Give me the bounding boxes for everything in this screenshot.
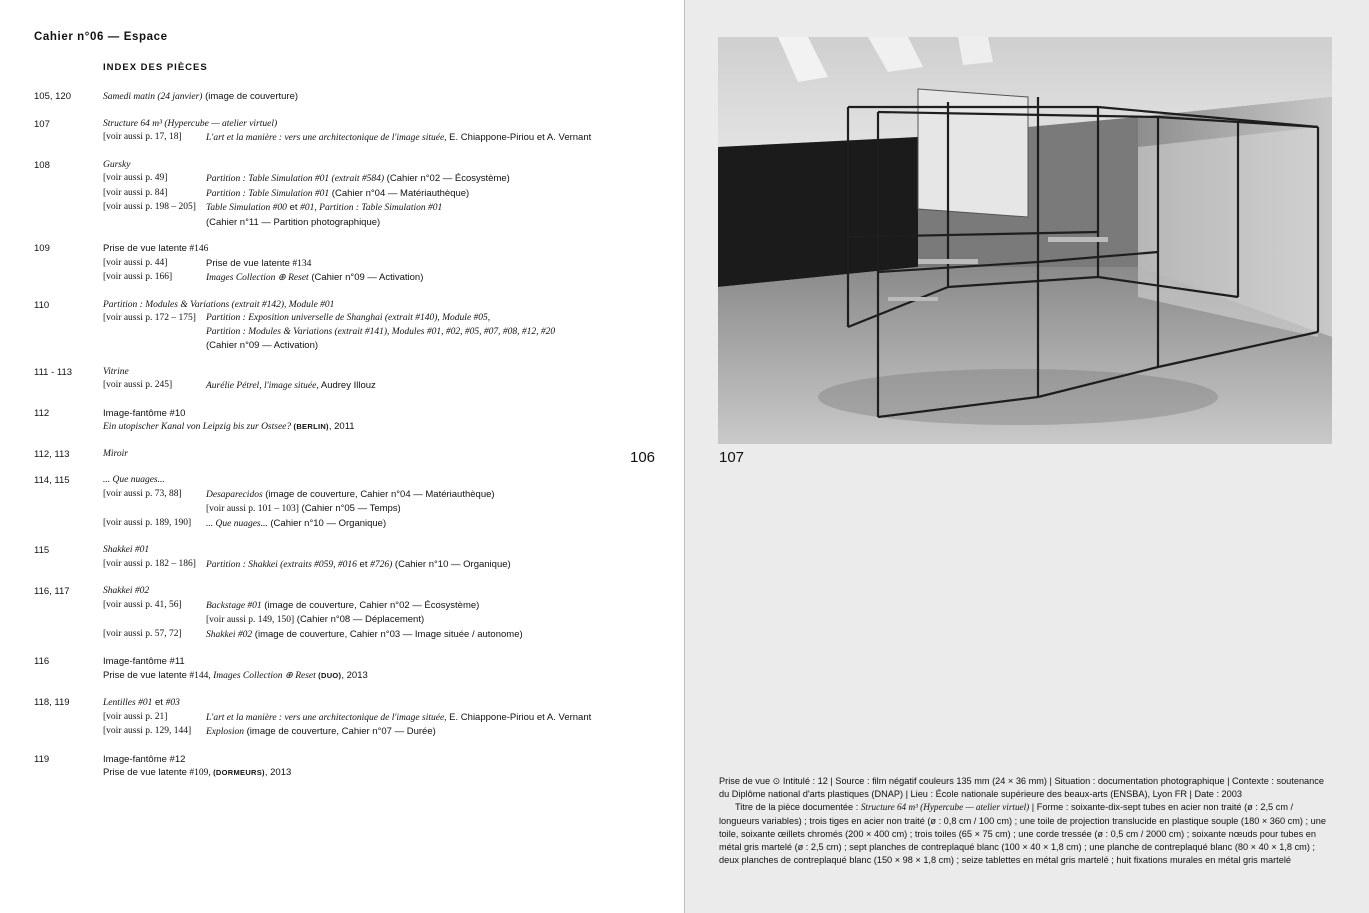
ref-title: Explosion bbox=[206, 727, 244, 737]
page-number-right: 107 bbox=[719, 449, 745, 466]
see-also-ref: [voir aussi p. 182 – 186] bbox=[103, 558, 196, 569]
entry-number: 107 bbox=[34, 118, 50, 130]
piece-title: Gursky bbox=[103, 159, 131, 170]
piece-title: Image-fantôme #10 bbox=[103, 407, 186, 419]
index-entry bbox=[34, 655, 664, 683]
index-entry bbox=[34, 474, 664, 531]
see-also-ref: [voir aussi p. 149, 150] bbox=[206, 615, 295, 625]
ref-note: (Cahier n°09 — Activation) bbox=[308, 272, 424, 283]
index-entry bbox=[34, 118, 664, 146]
see-also-ref: [voir aussi p. 21] bbox=[103, 711, 168, 722]
ref-note: (image de couverture, Cahier n°07 — Durée) bbox=[244, 726, 436, 737]
ref-title: Prise de vue latente bbox=[103, 669, 187, 681]
ref-title: Images Collection ⊕ Reset bbox=[213, 670, 316, 681]
piece-title: Structure 64 m³ (Hypercube — atelier virtuel) bbox=[103, 118, 278, 129]
piece-title: Lentilles #01 bbox=[103, 698, 153, 708]
index-entry bbox=[34, 242, 664, 286]
see-also-ref: [voir aussi p. 44] bbox=[103, 257, 168, 268]
piece-title: ... Que nuages... bbox=[103, 475, 165, 485]
piece-title-join: et bbox=[152, 697, 166, 708]
ref-note: (Cahier n°08 — Déplacement) bbox=[294, 614, 425, 625]
ref-year: , 2013 bbox=[264, 767, 292, 778]
ref-note: (Cahier n°04 — Matériauthèque) bbox=[329, 187, 470, 199]
ref-title: Partition : Modules & Variations (extrait #141), Modules #01, #02, #05, #07, #08, #12, #20 bbox=[206, 326, 556, 337]
see-also-ref: [voir aussi p. 129, 144] bbox=[103, 726, 192, 736]
ref-title: Desaparecidos bbox=[206, 489, 263, 500]
index-entry bbox=[34, 585, 664, 642]
entry-number: 111 - 113 bbox=[34, 366, 73, 378]
ref-number: #109, bbox=[186, 768, 214, 778]
entry-number: 112, 113 bbox=[34, 448, 70, 460]
ref-title: Partition : Table Simulation #01 (extrait #584) bbox=[206, 174, 385, 184]
ref-note: et bbox=[286, 202, 301, 213]
see-also-ref: [voir aussi p. 49] bbox=[103, 173, 168, 183]
ref-note: (Cahier n°09 — Activation) bbox=[206, 340, 319, 351]
index-entry bbox=[34, 448, 664, 462]
piece-title: #03 bbox=[165, 698, 180, 708]
ref-author: E. Chiappone-Piriou et A. Vernant bbox=[446, 711, 592, 723]
entry-number: 108 bbox=[34, 159, 50, 171]
left-page bbox=[0, 0, 684, 913]
ref-place: (DUO) bbox=[315, 670, 342, 680]
see-also-ref: [voir aussi p. 189, 190] bbox=[103, 517, 192, 528]
photo-caption bbox=[719, 775, 1334, 867]
entry-number: 109 bbox=[34, 243, 50, 254]
see-also-ref: [voir aussi p. 166] bbox=[103, 272, 173, 282]
gallery-installation-photograph bbox=[718, 37, 1332, 444]
piece-title: Prise de vue latente bbox=[103, 243, 187, 254]
index-list bbox=[34, 90, 664, 794]
entry-number: 110 bbox=[34, 299, 50, 311]
ref-title: Aurélie Pétrel, l'image située, bbox=[206, 381, 319, 391]
ref-title: Images Collection ⊕ Reset bbox=[206, 273, 309, 283]
piece-note: (image de couverture) bbox=[202, 91, 299, 102]
ref-title: Table Simulation #00 bbox=[206, 203, 287, 213]
ref-place: (DORMEURS) bbox=[213, 768, 265, 777]
see-also-ref: [voir aussi p. 17, 18] bbox=[103, 132, 182, 142]
ref-title: #726) bbox=[370, 559, 393, 570]
ref-number: #134 bbox=[289, 258, 312, 269]
entry-number: 112 bbox=[34, 407, 50, 419]
index-entry bbox=[34, 407, 664, 435]
index-entry bbox=[34, 90, 664, 105]
see-also-ref: [voir aussi p. 198 – 205] bbox=[103, 202, 196, 212]
ref-note: (Cahier n°02 — Écosystème) bbox=[384, 173, 510, 184]
ref-note: (image de couverture, Cahier n°03 — Image située / autonome) bbox=[252, 628, 523, 640]
ref-title: L'art et la manière : vers une architectonique de l'image située, bbox=[206, 133, 447, 143]
entry-number: 118, 119 bbox=[34, 697, 70, 708]
entry-number: 115 bbox=[34, 545, 50, 556]
ref-title: Backstage #01 bbox=[206, 600, 262, 611]
see-also-ref: [voir aussi p. 57, 72] bbox=[103, 628, 182, 639]
index-entry bbox=[34, 544, 664, 572]
piece-title: Samedi matin (24 janvier) bbox=[103, 92, 203, 102]
see-also-ref: [voir aussi p. 41, 56] bbox=[103, 599, 182, 610]
ref-note: E. Chiappone-Piriou et A. Vernant bbox=[446, 132, 592, 143]
index-entry bbox=[34, 366, 664, 394]
ref-note: (image de couverture, Cahier n°02 — Écosystème) bbox=[261, 599, 480, 611]
ref-note: (Cahier n°11 — Partition photographique) bbox=[206, 216, 381, 228]
ref-author: Audrey Illouz bbox=[318, 380, 376, 391]
piece-title: Image-fantôme #12 bbox=[103, 753, 186, 765]
entry-number: 105, 120 bbox=[34, 91, 71, 102]
ref-title: Ein utopischer Kanal von Leipzig bis zur Ostsee? bbox=[103, 422, 292, 432]
ref-number: #144, bbox=[186, 670, 214, 681]
entry-number: 116 bbox=[34, 656, 50, 667]
ref-title: Partition : Exposition universelle de Shanghai (extrait #140), Module #05, bbox=[206, 313, 491, 323]
page-number-left: 106 bbox=[630, 449, 656, 466]
ref-note: et bbox=[356, 558, 371, 570]
piece-number: #146 bbox=[186, 244, 209, 254]
see-also-ref: [voir aussi p. 101 – 103] bbox=[206, 504, 299, 514]
ref-title: Prise de vue latente bbox=[206, 257, 290, 269]
index-entry bbox=[34, 696, 664, 740]
see-also-ref: [voir aussi p. 245] bbox=[103, 380, 173, 390]
index-title: INDEX DES PIÈCES bbox=[103, 62, 208, 73]
see-also-ref: [voir aussi p. 84] bbox=[103, 187, 168, 198]
ref-title: L'art et la manière : vers une architectonique de l'image située, bbox=[206, 712, 447, 723]
ref-title: Partition : Shakkei (extraits #059, #016 bbox=[206, 559, 357, 570]
entry-number: 116, 117 bbox=[34, 586, 70, 597]
index-entry bbox=[34, 159, 664, 230]
piece-title: Vitrine bbox=[103, 366, 129, 377]
piece-title: Miroir bbox=[103, 448, 128, 459]
ref-title: #01, Partition : Table Simulation #01 bbox=[300, 203, 443, 213]
piece-title: Image-fantôme #11 bbox=[103, 656, 185, 667]
caption-metadata: Prise de vue ⊙ Intitulé : 12 | Source : film négatif couleurs 135 mm (24 × 36 mm) | Situation : documentation photographique | Contexte : soutenance du Diplôme national d'arts plastiques (DNAP) | Lieu : École nationale supérieure des beaux-arts (ENSBA), Lyon FR | Date : 2003 bbox=[719, 776, 1324, 800]
section-header: Cahier n°06 — Espace bbox=[34, 31, 168, 43]
piece-title: Shakkei #02 bbox=[103, 586, 150, 596]
ref-note: (image de couverture, Cahier n°04 — Matériauthèque) bbox=[262, 488, 495, 500]
ref-title: Shakkei #02 bbox=[206, 629, 253, 640]
caption-description: Titre de la pièce documentée : Structure 64 m³ (Hypercube — atelier virtuel) | Forme : soixante-dix-sept tubes en acier non traité (ø : 2,5 cm / longueurs variables) ; trois tiges en acier non traité (ø : 0,8 cm / 100 cm) ; une toile de projection translucide en plastique souple (180 × 360 cm) ; une toile, soixante œillets chromés (200 × 400 cm) ; trois toiles (65 × 75 cm) ; une corde tressée (ø : 0,5 cm / 2000 cm) ; soixante nœuds pour tubes en métal gris martelé (ø : 2,5 cm) ; sept planches de contreplaqué blanc (100 × 40 × 1,8 cm) ; une planche de contreplaqué blanc (80 × 40 × 1,8 cm) ; deux planches de contreplaqué blanc (150 × 98 × 1,8 cm) ; seize tablettes en métal gris martelé ; huit fixations murales en métal gris martelé bbox=[719, 802, 1326, 866]
see-also-ref: [voir aussi p. 73, 88] bbox=[103, 488, 182, 499]
entry-number: 119 bbox=[34, 753, 50, 765]
index-entry bbox=[34, 753, 664, 781]
ref-year: , 2013 bbox=[341, 669, 368, 681]
ref-title: ... Que nuages... bbox=[206, 518, 268, 529]
index-entry bbox=[34, 299, 664, 353]
piece-title: Shakkei #01 bbox=[103, 545, 150, 555]
piece-title: Partition : Modules & Variations (extrait #142), Module #01 bbox=[103, 299, 335, 310]
ref-title: Prise de vue latente bbox=[103, 767, 187, 778]
ref-note: (Cahier n°10 — Organique) bbox=[267, 517, 387, 529]
ref-year: , 2011 bbox=[328, 421, 355, 432]
ref-place: (BERLIN) bbox=[291, 422, 329, 431]
entry-number: 114, 115 bbox=[34, 475, 70, 486]
ref-title: Partition : Table Simulation #01 bbox=[206, 188, 330, 199]
see-also-ref: [voir aussi p. 172 – 175] bbox=[103, 313, 196, 323]
ref-note: (Cahier n°05 — Temps) bbox=[298, 503, 401, 514]
ref-note: (Cahier n°10 — Organique) bbox=[392, 558, 511, 570]
